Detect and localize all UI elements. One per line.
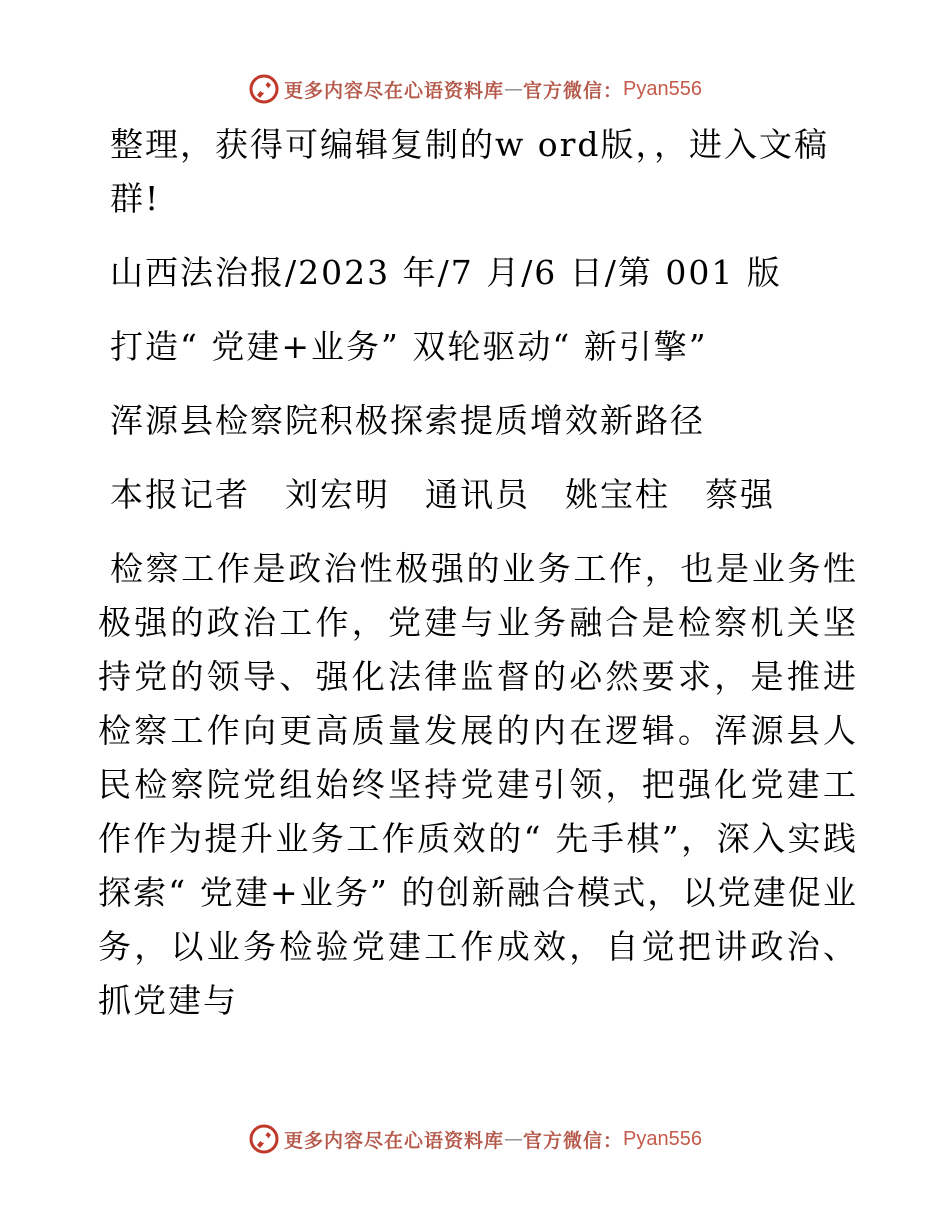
watermark-separator: — <box>504 78 524 100</box>
watermark-wechat-label: 官方微信： <box>523 79 624 102</box>
watermark-text: 更多内容尽在心语资料库 <box>284 1129 505 1152</box>
watermark-wechat-label: 官方微信： <box>523 1129 624 1152</box>
intro-text: 整理，获得可编辑复制的w ord版，，进入文稿群! <box>110 125 830 218</box>
watermark-wechat-id: Pyan556 <box>623 1127 702 1150</box>
byline: 本报记者 刘宏明 通讯员 姚宝柱 蔡强 <box>110 475 775 514</box>
article-subtitle: 浑源县检察院积极探索提质增效新路径 <box>110 401 705 440</box>
watermark-wechat-id: Pyan556 <box>623 77 702 100</box>
watermark-separator: — <box>504 1128 524 1150</box>
body-paragraph: 检察工作是政治性极强的业务工作，也是业务性极强的政治工作，党建与业务融合是检察机关坚持党的领导、强化法律监督的必然要求，是推进检察工作向更高质量发展的内在逻辑。浑源县人民检察院党组始终坚持党建引领，把强化党建工作作为提升业务工作质效的“ 先手棋”，深入实践探索“ 党建+业务” 的创新融合模式，以党建促业务，以业务检验党建工作成效，自觉把讲政治、抓党建与 <box>98 549 858 1020</box>
logo-icon <box>248 1123 280 1155</box>
document-content <box>98 118 858 1028</box>
header-watermark <box>0 73 950 105</box>
article-title: 打造“ 党建+业务” 双轮驱动“ 新引擎” <box>110 327 708 366</box>
footer-watermark <box>0 1123 950 1155</box>
source-line: 山西法治报/2023 年/7 月/6 日/第 001 版 <box>110 253 782 292</box>
logo-icon <box>248 73 280 105</box>
watermark-text: 更多内容尽在心语资料库 <box>284 79 505 102</box>
